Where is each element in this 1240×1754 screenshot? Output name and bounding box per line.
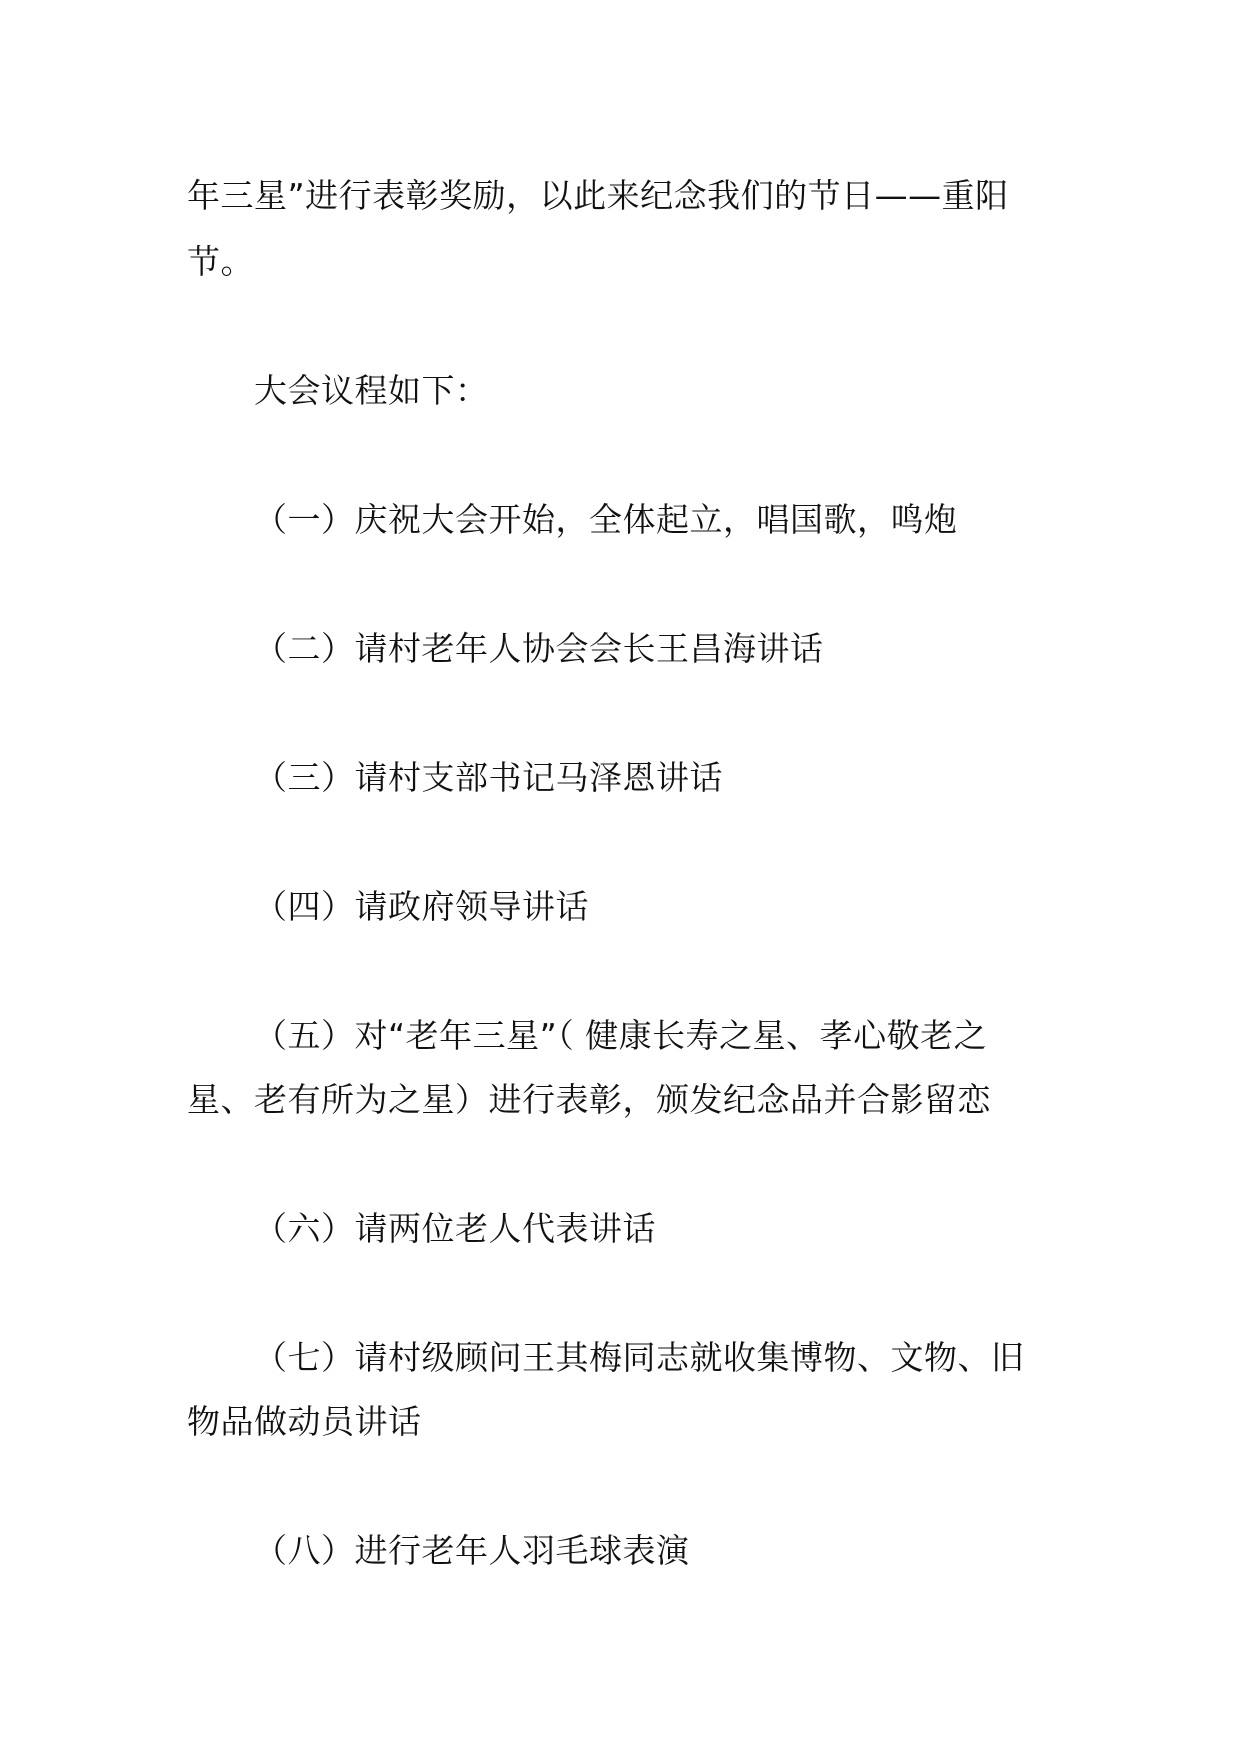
agenda-item-3: （三）请村支部书记马泽恩讲话 xyxy=(254,758,723,797)
agenda-item-6: （六）请两位老人代表讲话 xyxy=(254,1209,656,1248)
intro-line-2: 节。 xyxy=(187,242,254,281)
agenda-heading: 大会议程如下： xyxy=(254,371,489,410)
agenda-item-5-line-1: （五）对“老年三星”（ 健康长寿之星、孝心敬老之 xyxy=(254,1016,988,1055)
agenda-item-5-line-2: 星、老有所为之星）进行表彰，颁发纪念品并合影留恋 xyxy=(187,1080,991,1119)
agenda-item-1: （一）庆祝大会开始，全体起立，唱国歌，鸣炮 xyxy=(254,500,958,539)
agenda-item-2: （二）请村老年人协会会长王昌海讲话 xyxy=(254,629,824,668)
agenda-item-4: （四）请政府领导讲话 xyxy=(254,887,589,926)
agenda-item-7-line-1: （七）请村级顾问王其梅同志就收集博物、文物、旧 xyxy=(254,1338,1025,1377)
agenda-item-8: （八）进行老年人羽毛球表演 xyxy=(254,1531,690,1570)
agenda-item-7-line-2: 物品做动员讲话 xyxy=(187,1402,422,1441)
intro-line-1: 年三星”进行表彰奖励，以此来纪念我们的节日——重阳 xyxy=(187,176,1009,215)
